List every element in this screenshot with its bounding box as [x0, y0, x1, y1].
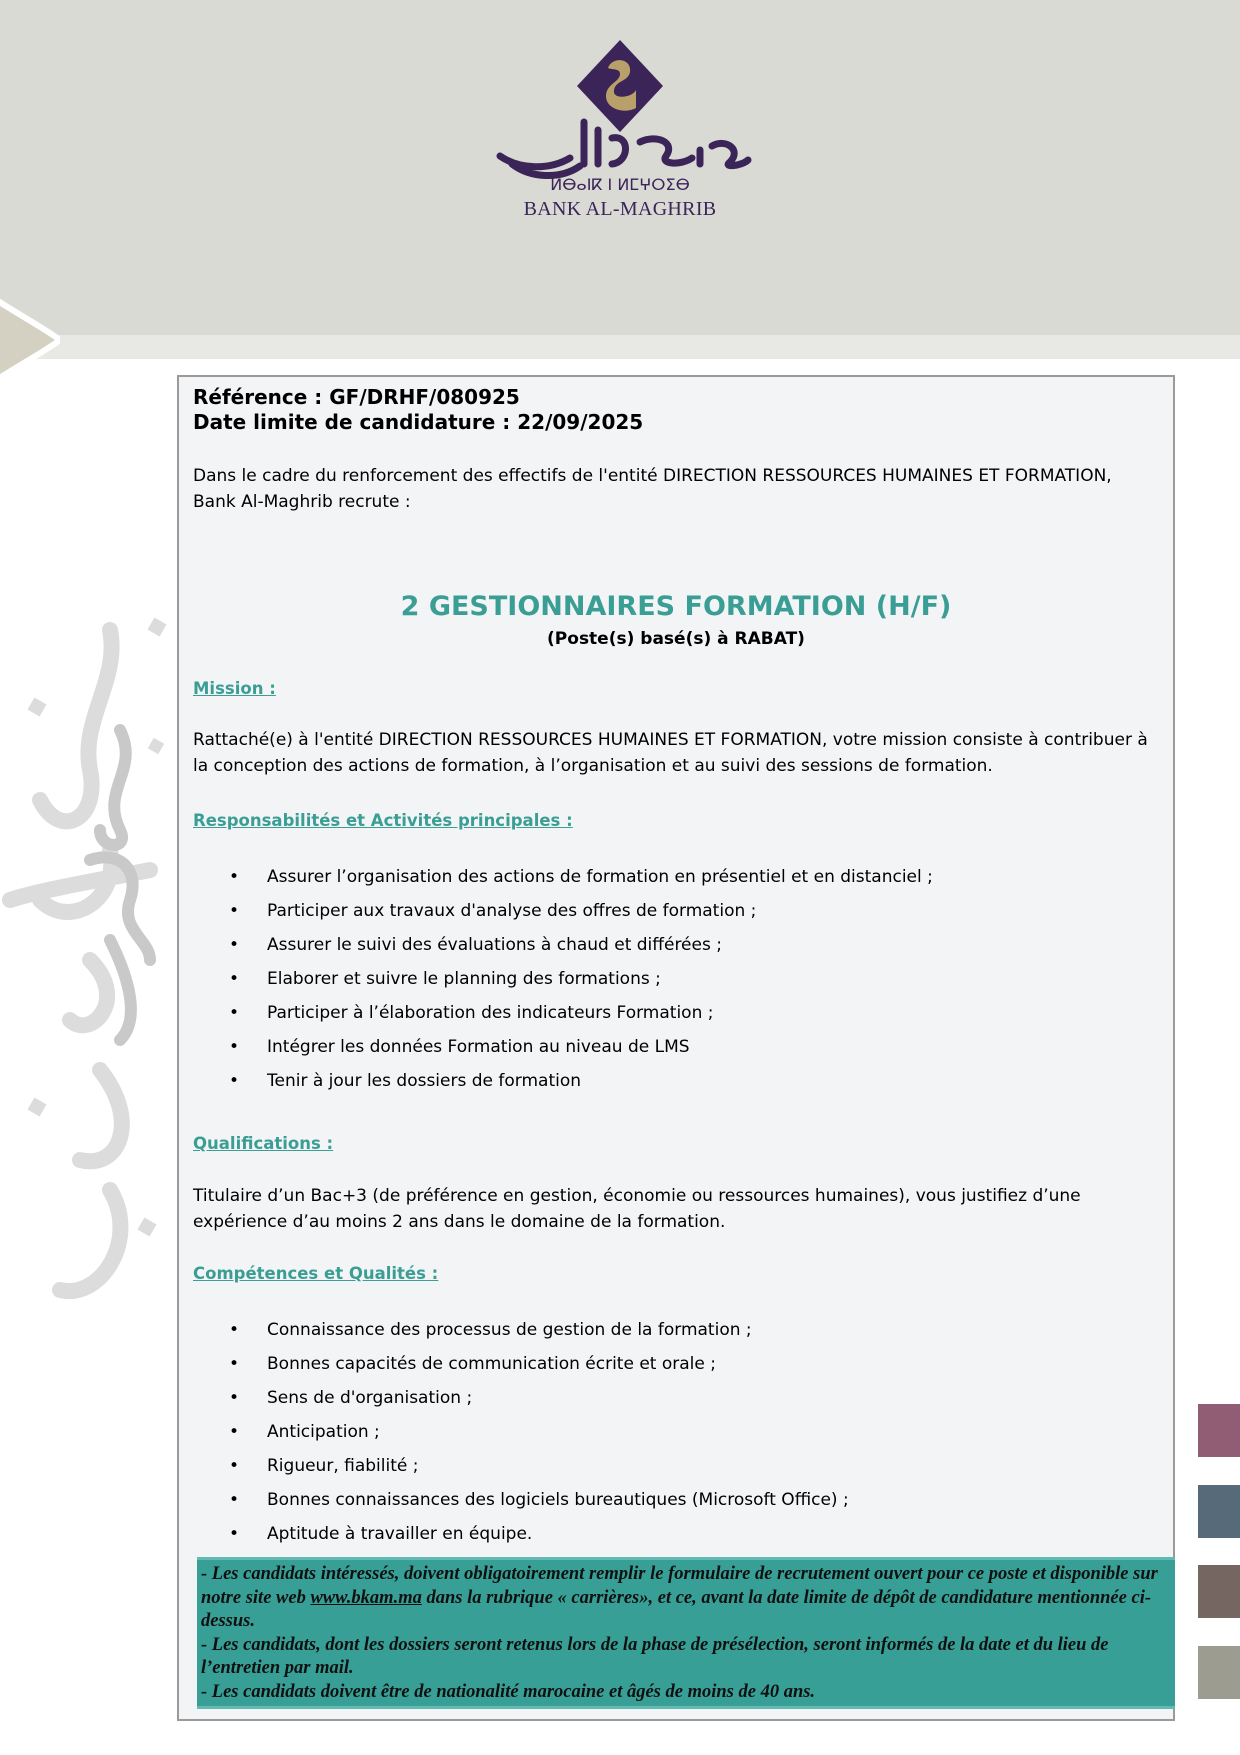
- notice-line-1-start: - Les candidats intéressés, doivent obligatoirement remplir le formulaire de recrutement ouvert pour ce poste et disponible sur notre site web: [201, 1564, 1158, 1608]
- chevron-decoration-icon: [0, 275, 60, 405]
- reference: Référence : GF/DRHF/080925: [193, 385, 520, 409]
- notice-line-3: - Les candidats doivent être de nationalité marocaine et âgés de moins de 40 ans.: [201, 1681, 816, 1702]
- list-item: • Anticipation ;: [193, 1421, 1159, 1455]
- qualifications-text: Titulaire d’un Bac+3 (de préférence en gestion, économie ou ressources humaines), vous justifiez d’une expérience d’au moins 2 ans dans le domaine de la formation.: [193, 1186, 1081, 1232]
- list-item: • Rigueur, fiabilité ;: [193, 1455, 1159, 1489]
- notice-line-2: - Les candidats, dont les dossiers seront retenus lors de la phase de présélection, seront informés de la date et du lieu de l’entretien par mail.: [201, 1634, 1109, 1678]
- color-swatch-mauve: [1198, 1404, 1240, 1457]
- list-item: • Bonnes connaissances des logiciels bureautiques (Microsoft Office) ;: [193, 1489, 1159, 1523]
- logo-emblem-icon: [480, 38, 760, 198]
- color-swatch-slate: [1198, 1485, 1240, 1538]
- list-item: • Assurer l’organisation des actions de formation en présentiel et en distanciel ;: [193, 866, 1159, 900]
- mission-text: Rattaché(e) à l'entité DIRECTION RESSOURCES HUMAINES ET FORMATION, votre mission consiste à contribuer à la conception des actions de formation, à l’organisation et au suivi des sessions de formation.: [193, 730, 1148, 776]
- list-item: • Sens de d'organisation ;: [193, 1387, 1159, 1421]
- list-item: • Elaborer et suivre le planning des formations ;: [193, 968, 1159, 1002]
- header-band: [0, 335, 1240, 359]
- job-title: 2 GESTIONNAIRES FORMATION (H/F): [400, 591, 952, 622]
- list-item: • Participer à l’élaboration des indicateurs Formation ;: [193, 1002, 1159, 1036]
- skills-list: [193, 1319, 1159, 1557]
- job-location: (Poste(s) basé(s) à RABAT): [547, 629, 805, 649]
- qualifications-heading: Qualifications :: [193, 1134, 334, 1153]
- responsibilities-heading: Responsabilités et Activités principales :: [193, 811, 573, 830]
- website-link[interactable]: www.bkam.ma: [310, 1587, 422, 1608]
- skills-heading: Compétences et Qualités :: [193, 1264, 439, 1283]
- color-swatch-gray: [1198, 1646, 1240, 1699]
- list-item: • Tenir à jour les dossiers de formation: [193, 1070, 1159, 1104]
- list-item: • Intégrer les données Formation au niveau de LMS: [193, 1036, 1159, 1070]
- list-item: • Participer aux travaux d'analyse des offres de formation ;: [193, 900, 1159, 934]
- job-posting-box: [177, 375, 1175, 1721]
- logo-latin-name: BANK AL-MAGHRIB: [523, 198, 717, 220]
- notice-line-1-end: dans la rubrique « carrières», et ce, avant la date limite de dépôt de candidature mentionnée ci-dessus.: [201, 1587, 1151, 1631]
- calligraphy-watermark-icon: [0, 600, 200, 1360]
- application-notice: [197, 1557, 1175, 1709]
- list-item: • Bonnes capacités de communication écrite et orale ;: [193, 1353, 1159, 1387]
- svg-text:ⵍⴱⴰⵏⴽ ⵏ ⵍⵎⵖⵔⵉⴱ: ⵍⴱⴰⵏⴽ ⵏ ⵍⵎⵖⵔⵉⴱ: [550, 175, 690, 194]
- color-swatch-taupe: [1198, 1565, 1240, 1618]
- intro-text: Dans le cadre du renforcement des effectifs de l'entité DIRECTION RESSOURCES HUMAINES ET FORMATION, Bank Al-Maghrib recrute :: [193, 466, 1112, 512]
- list-item: • Assurer le suivi des évaluations à chaud et différées ;: [193, 934, 1159, 968]
- bank-al-maghrib-logo: [480, 38, 760, 228]
- list-item: • Connaissance des processus de gestion de la formation ;: [193, 1319, 1159, 1353]
- list-item: • Aptitude à travailler en équipe.: [193, 1523, 1159, 1557]
- mission-heading: Mission :: [193, 679, 276, 698]
- responsibilities-list: [193, 866, 1159, 1104]
- application-deadline: Date limite de candidature : 22/09/2025: [193, 410, 644, 434]
